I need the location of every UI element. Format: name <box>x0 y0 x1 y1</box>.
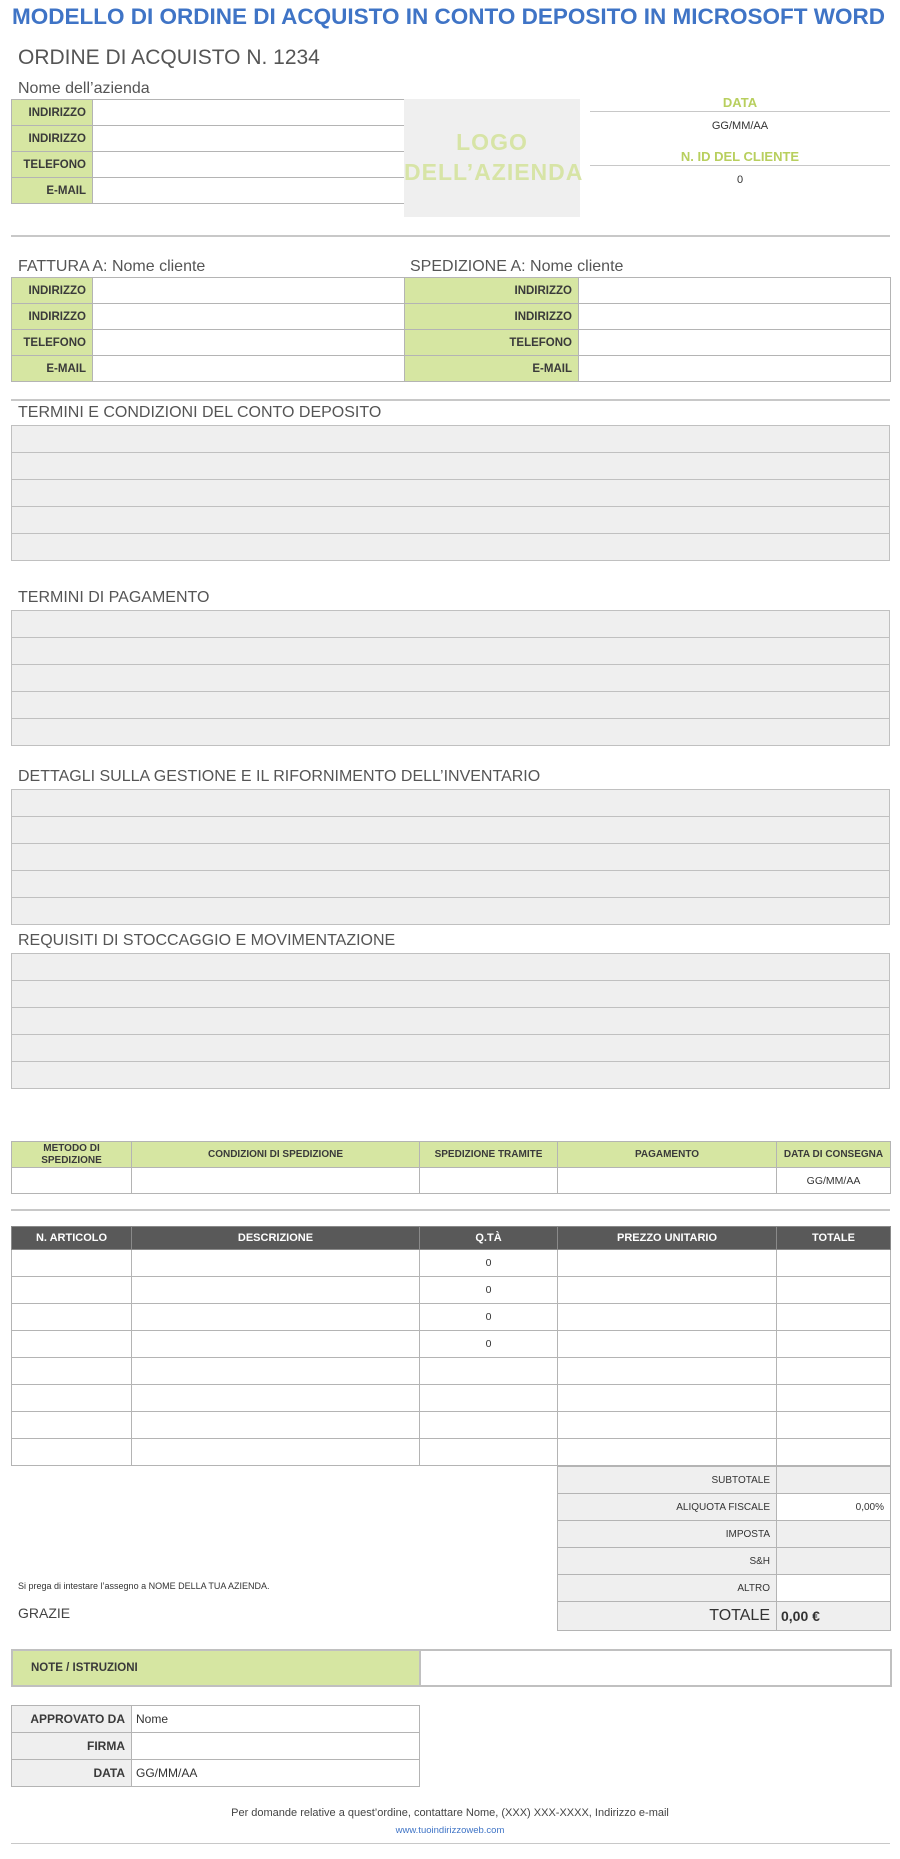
section-line <box>12 453 890 480</box>
item-cell[interactable] <box>777 1250 891 1277</box>
section-line <box>12 534 890 561</box>
date-value[interactable]: GG/MM/AA <box>711 120 769 132</box>
section-line <box>12 507 890 534</box>
item-cell[interactable]: 0 <box>420 1277 558 1304</box>
logo-text-line2: DELL’AZIENDA <box>404 159 584 185</box>
items-header-cell: DESCRIZIONE <box>132 1227 420 1250</box>
section-heading: TERMINI DI PAGAMENTO <box>18 589 210 606</box>
billing-row <box>12 356 405 382</box>
section-line <box>12 1062 890 1089</box>
section-heading: DETTAGLI SULLA GESTIONE E IL RIFORNIMENTO DELL’INVENTARIO <box>18 768 541 785</box>
table-row <box>12 1250 891 1277</box>
section-line <box>12 1035 890 1062</box>
item-cell[interactable]: 0 <box>420 1331 558 1358</box>
section-line <box>12 480 890 507</box>
thanks-text: GRAZIE <box>18 1605 71 1621</box>
summary-row <box>558 1548 891 1575</box>
table-row <box>12 1439 891 1466</box>
item-cell[interactable] <box>558 1412 777 1439</box>
summary-value[interactable] <box>777 1548 891 1575</box>
total-label: TOTALE <box>558 1602 777 1631</box>
items-header-cell: Q.TÀ <box>420 1227 558 1250</box>
company-name: Nome dell’azienda <box>18 80 150 97</box>
date-label: DATA <box>722 95 758 110</box>
shipping-value-cell[interactable] <box>132 1168 420 1194</box>
section-line <box>12 611 890 638</box>
item-cell[interactable] <box>12 1412 132 1439</box>
item-cell[interactable] <box>558 1439 777 1466</box>
shipping-field-value[interactable] <box>579 356 891 382</box>
item-cell[interactable] <box>420 1358 558 1385</box>
company-row <box>12 100 405 126</box>
company-logo-placeholder[interactable] <box>404 99 584 217</box>
shipping-header-cell: SPEDIZIONE TRAMITE <box>420 1142 558 1168</box>
item-cell[interactable] <box>777 1304 891 1331</box>
section-line <box>12 665 890 692</box>
shipping-header-cell: DATA DI CONSEGNA <box>777 1142 891 1168</box>
shipping-value-cell[interactable]: GG/MM/AA <box>777 1168 891 1194</box>
section-line-cell[interactable] <box>12 1008 890 1035</box>
summary-table <box>557 1466 891 1631</box>
section-line <box>12 871 890 898</box>
section-line-cell[interactable] <box>12 611 890 638</box>
notes-label: NOTE / ISTRUZIONI <box>12 1650 420 1686</box>
item-cell[interactable] <box>777 1439 891 1466</box>
section-line <box>12 719 890 746</box>
shipping-field-value[interactable] <box>579 330 891 356</box>
shipping-header-cell: CONDIZIONI DI SPEDIZIONE <box>132 1142 420 1168</box>
approval-value[interactable]: Nome <box>132 1706 420 1733</box>
item-cell[interactable] <box>558 1358 777 1385</box>
company-field-label: TELEFONO <box>12 152 93 178</box>
item-cell[interactable] <box>12 1331 132 1358</box>
shipping-field-label: TELEFONO <box>405 330 579 356</box>
item-cell[interactable] <box>132 1385 420 1412</box>
approval-row <box>12 1760 420 1787</box>
bill-to-heading: FATTURA A: Nome cliente <box>18 258 206 275</box>
item-cell[interactable] <box>132 1277 420 1304</box>
document-title: MODELLO DI ORDINE DI ACQUISTO IN CONTO DEPOSITO IN MICROSOFT WORD <box>12 4 885 29</box>
item-cell[interactable] <box>12 1358 132 1385</box>
section-line-cell[interactable] <box>12 534 890 561</box>
item-cell[interactable] <box>777 1412 891 1439</box>
section-line-cell[interactable] <box>12 638 890 665</box>
shipping-row <box>405 356 891 382</box>
shipping-field-value[interactable] <box>579 278 891 304</box>
section-line-cell[interactable] <box>12 426 890 453</box>
item-cell[interactable] <box>132 1439 420 1466</box>
section-text-box[interactable] <box>11 610 890 746</box>
shipping-method-table <box>11 1141 891 1194</box>
shipping-value-cell[interactable] <box>558 1168 777 1194</box>
item-cell[interactable] <box>558 1385 777 1412</box>
section-line <box>12 790 890 817</box>
company-field-label: INDIRIZZO <box>12 100 93 126</box>
item-cell[interactable] <box>12 1250 132 1277</box>
billing-field-label: INDIRIZZO <box>12 278 93 304</box>
section-line-cell[interactable] <box>12 1062 890 1089</box>
section-line-cell[interactable] <box>12 981 890 1008</box>
section-line <box>12 844 890 871</box>
billing-field-label: E-MAIL <box>12 356 93 382</box>
item-cell[interactable] <box>420 1385 558 1412</box>
summary-label: S&H <box>558 1548 777 1575</box>
client-id-value[interactable]: 0 <box>736 174 744 186</box>
company-field-label: INDIRIZZO <box>12 126 93 152</box>
table-row <box>12 1277 891 1304</box>
item-cell[interactable] <box>12 1385 132 1412</box>
item-cell[interactable] <box>558 1277 777 1304</box>
section-line <box>12 692 890 719</box>
section-line-cell[interactable] <box>12 719 890 746</box>
summary-value[interactable] <box>777 1467 891 1494</box>
table-row <box>12 1385 891 1412</box>
item-cell[interactable] <box>132 1250 420 1277</box>
section-line-cell[interactable] <box>12 844 890 871</box>
items-header-cell: TOTALE <box>777 1227 891 1250</box>
item-cell[interactable] <box>777 1358 891 1385</box>
item-cell[interactable] <box>132 1304 420 1331</box>
company-field-value[interactable] <box>93 126 405 152</box>
table-row <box>12 1358 891 1385</box>
item-cell[interactable] <box>777 1385 891 1412</box>
billing-row <box>12 278 405 304</box>
company-field-value[interactable] <box>93 152 405 178</box>
company-field-label: E-MAIL <box>12 178 93 204</box>
section-line-cell[interactable] <box>12 453 890 480</box>
items-header-cell: N. ARTICOLO <box>12 1227 132 1250</box>
footer-website[interactable]: www.tuoindirizzoweb.com <box>395 1825 505 1836</box>
section-text-box[interactable] <box>11 953 890 1089</box>
shipping-value-cell[interactable] <box>420 1168 558 1194</box>
billing-field-label: INDIRIZZO <box>12 304 93 330</box>
divider <box>11 1843 890 1844</box>
ship-to-heading: SPEDIZIONE A: Nome cliente <box>410 258 624 275</box>
approval-value[interactable]: GG/MM/AA <box>132 1760 420 1787</box>
shipping-field-value[interactable] <box>579 304 891 330</box>
approval-label: APPROVATO DA <box>12 1706 132 1733</box>
summary-value[interactable]: 0,00% <box>777 1494 891 1521</box>
section-line-cell[interactable] <box>12 1035 890 1062</box>
logo-text-line1: LOGO <box>456 129 528 155</box>
approval-label: DATA <box>12 1760 132 1787</box>
client-id-divider <box>590 165 890 166</box>
company-field-value[interactable] <box>93 178 405 204</box>
company-info-table <box>11 99 405 204</box>
divider <box>11 399 890 401</box>
billing-field-value[interactable] <box>93 330 405 356</box>
divider <box>11 1209 890 1211</box>
divider <box>11 235 890 237</box>
summary-row <box>558 1494 891 1521</box>
section-line-cell[interactable] <box>12 817 890 844</box>
section-text-box[interactable] <box>11 425 890 561</box>
notes-table <box>11 1649 892 1687</box>
shipping-field-label: INDIRIZZO <box>405 278 579 304</box>
table-row <box>12 1331 891 1358</box>
item-cell[interactable] <box>420 1412 558 1439</box>
billing-row <box>12 330 405 356</box>
section-line <box>12 1008 890 1035</box>
item-cell[interactable]: 0 <box>420 1304 558 1331</box>
bill-to-table <box>11 277 405 382</box>
table-row <box>12 1412 891 1439</box>
approval-row <box>12 1706 420 1733</box>
item-cell[interactable] <box>777 1277 891 1304</box>
items-table <box>11 1226 891 1466</box>
item-cell[interactable] <box>558 1250 777 1277</box>
shipping-value-cell[interactable] <box>12 1168 132 1194</box>
shipping-row <box>405 330 891 356</box>
footer-contact: Per domande relative a quest’ordine, contattare Nome, (XXX) XXX-XXXX, Indirizzo e-mail <box>231 1807 669 1819</box>
section-heading: REQUISITI DI STOCCAGGIO E MOVIMENTAZIONE <box>18 932 396 949</box>
section-text-box[interactable] <box>11 789 890 925</box>
summary-value[interactable] <box>777 1521 891 1548</box>
approval-row <box>12 1733 420 1760</box>
item-cell[interactable] <box>12 1277 132 1304</box>
section-line-cell[interactable] <box>12 480 890 507</box>
item-cell[interactable] <box>777 1331 891 1358</box>
approval-table <box>11 1705 420 1787</box>
ship-to-table <box>404 277 891 382</box>
item-cell[interactable] <box>132 1412 420 1439</box>
table-row <box>12 1304 891 1331</box>
shipping-field-label: E-MAIL <box>405 356 579 382</box>
summary-label: SUBTOTALE <box>558 1467 777 1494</box>
billing-field-value[interactable] <box>93 304 405 330</box>
item-cell[interactable] <box>420 1439 558 1466</box>
section-line-cell[interactable] <box>12 871 890 898</box>
item-cell[interactable] <box>132 1331 420 1358</box>
section-line <box>12 817 890 844</box>
company-row <box>12 126 405 152</box>
shipping-row <box>405 278 891 304</box>
section-line <box>12 954 890 981</box>
section-line-cell[interactable] <box>12 507 890 534</box>
company-field-value[interactable] <box>93 100 405 126</box>
section-line <box>12 981 890 1008</box>
company-row <box>12 152 405 178</box>
notes-field[interactable] <box>420 1650 891 1686</box>
section-line <box>12 638 890 665</box>
summary-label: ALTRO <box>558 1575 777 1602</box>
item-cell[interactable]: 0 <box>420 1250 558 1277</box>
client-id-label: N. ID DEL CLIENTE <box>680 149 800 164</box>
billing-row <box>12 304 405 330</box>
items-header-cell: PREZZO UNITARIO <box>558 1227 777 1250</box>
section-line-cell[interactable] <box>12 790 890 817</box>
summary-label: ALIQUOTA FISCALE <box>558 1494 777 1521</box>
billing-field-value[interactable] <box>93 356 405 382</box>
item-cell[interactable] <box>12 1439 132 1466</box>
shipping-row <box>405 304 891 330</box>
item-cell[interactable] <box>558 1331 777 1358</box>
summary-value[interactable] <box>777 1575 891 1602</box>
summary-row <box>558 1521 891 1548</box>
shipping-field-label: INDIRIZZO <box>405 304 579 330</box>
section-line-cell[interactable] <box>12 954 890 981</box>
section-line <box>12 898 890 925</box>
shipping-header-cell: PAGAMENTO <box>558 1142 777 1168</box>
item-cell[interactable] <box>12 1304 132 1331</box>
summary-row <box>558 1467 891 1494</box>
section-line-cell[interactable] <box>12 898 890 925</box>
order-number: ORDINE DI ACQUISTO N. 1234 <box>18 46 320 69</box>
item-cell[interactable] <box>558 1304 777 1331</box>
approval-value[interactable] <box>132 1733 420 1760</box>
item-cell[interactable] <box>132 1358 420 1385</box>
billing-field-value[interactable] <box>93 278 405 304</box>
date-divider <box>590 111 890 112</box>
billing-field-label: TELEFONO <box>12 330 93 356</box>
section-line-cell[interactable] <box>12 692 890 719</box>
total-value: 0,00 € <box>777 1602 891 1631</box>
approval-label: FIRMA <box>12 1733 132 1760</box>
section-line-cell[interactable] <box>12 665 890 692</box>
section-line <box>12 426 890 453</box>
shipping-header-cell: METODO DI SPEDIZIONE <box>12 1142 132 1168</box>
summary-label: IMPOSTA <box>558 1521 777 1548</box>
company-row <box>12 178 405 204</box>
check-note: Si prega di intestare l’assegno a NOME DELLA TUA AZIENDA. <box>18 1581 270 1591</box>
summary-row <box>558 1575 891 1602</box>
section-heading: TERMINI E CONDIZIONI DEL CONTO DEPOSITO <box>18 404 382 421</box>
